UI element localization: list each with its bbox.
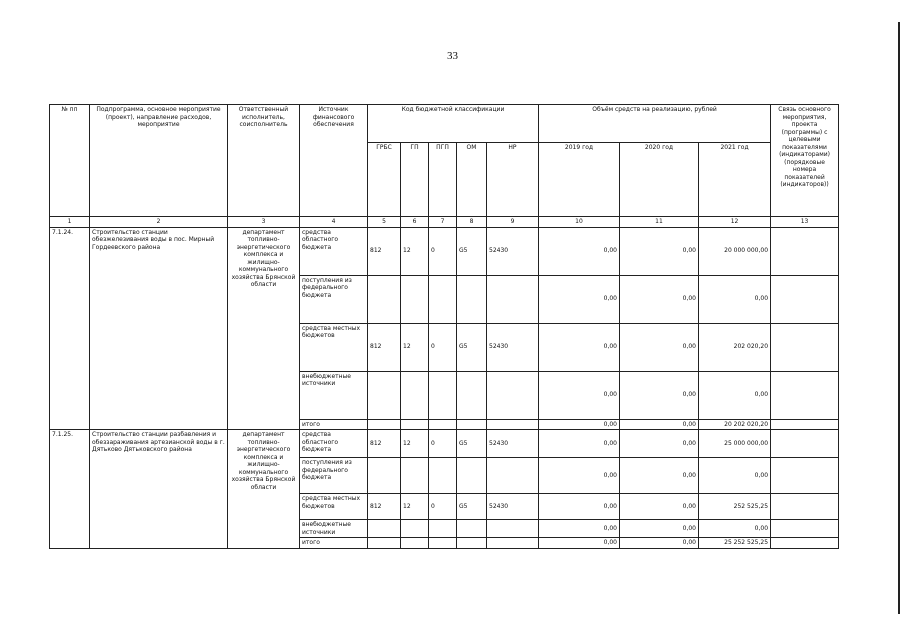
header-indicators: Связь основного мероприятия, проекта (программы) с целевыми показателями (индикаторами) (порядковые номера показателей (индикаторов)) [771, 105, 839, 217]
col-number: 13 [771, 217, 839, 228]
amount-2020: 0,00 [620, 227, 699, 275]
code-nr [487, 458, 539, 494]
code-grbs [368, 520, 401, 538]
amount-2019: 0,00 [539, 494, 620, 520]
code-om [457, 275, 487, 323]
code-gp [401, 275, 429, 323]
amount-2020: 0,00 [620, 275, 699, 323]
header-num: № пп [50, 105, 90, 217]
col-number: 9 [487, 217, 539, 228]
code-om: G5 [457, 227, 487, 275]
amount-2020: 0,00 [620, 323, 699, 371]
amount-2019: 0,00 [539, 430, 620, 458]
amount-2019: 0,00 [539, 458, 620, 494]
page-number: 33 [447, 50, 458, 62]
code-om: G5 [457, 430, 487, 458]
header-executor: Ответственный исполнитель, соисполнитель [228, 105, 300, 217]
header-pgp: ПГП [429, 143, 457, 217]
col-number: 12 [699, 217, 771, 228]
header-bcc: Код бюджетной классификации [368, 105, 539, 143]
amount-2019: 0,00 [539, 371, 620, 419]
code-nr [487, 275, 539, 323]
header-year-2020: 2020 год [620, 143, 699, 217]
source-regional-budget: средства областного бюджета [300, 430, 368, 458]
code-om [457, 371, 487, 419]
header-volume: Объём средств на реализацию, рублей [539, 105, 771, 143]
code-om: G5 [457, 494, 487, 520]
code-pgp: 0 [429, 494, 457, 520]
code-grbs [368, 458, 401, 494]
code-om [457, 458, 487, 494]
code-nr: 52430 [487, 494, 539, 520]
code-empty [429, 538, 457, 549]
indicator-cell [771, 520, 839, 538]
col-number: 6 [401, 217, 429, 228]
code-nr [487, 520, 539, 538]
code-pgp [429, 520, 457, 538]
code-nr: 52430 [487, 227, 539, 275]
code-grbs: 812 [368, 430, 401, 458]
col-number: 2 [90, 217, 228, 228]
source-extrabudgetary: внебюджетные источники [300, 520, 368, 538]
code-grbs: 812 [368, 323, 401, 371]
total-2021: 20 202 020,20 [699, 419, 771, 430]
code-pgp [429, 371, 457, 419]
total-2020: 0,00 [620, 419, 699, 430]
item-number: 7.1.25. [50, 430, 90, 549]
header-gp: ГП [401, 143, 429, 217]
header-om: ОМ [457, 143, 487, 217]
code-om: G5 [457, 323, 487, 371]
total-label: итого [300, 419, 368, 430]
amount-2021: 0,00 [699, 520, 771, 538]
header-grbs: ГРБС [368, 143, 401, 217]
amount-2020: 0,00 [620, 371, 699, 419]
code-empty [429, 419, 457, 430]
code-pgp [429, 458, 457, 494]
amount-2021: 0,00 [699, 458, 771, 494]
amount-2021: 252 525,25 [699, 494, 771, 520]
header-year-2019: 2019 год [539, 143, 620, 217]
col-number: 4 [300, 217, 368, 228]
budget-table [49, 104, 839, 549]
header-row-1 [50, 105, 839, 143]
source-federal-budget: поступления из федерального бюджета [300, 275, 368, 323]
code-nr: 52430 [487, 430, 539, 458]
source-extrabudgetary: внебюджетные источники [300, 371, 368, 419]
header-nr: НР [487, 143, 539, 217]
amount-2021: 20 000 000,00 [699, 227, 771, 275]
code-pgp [429, 275, 457, 323]
code-nr: 52430 [487, 323, 539, 371]
source-federal-budget: поступления из федерального бюджета [300, 458, 368, 494]
code-gp: 12 [401, 323, 429, 371]
amount-2020: 0,00 [620, 520, 699, 538]
amount-2021: 25 000 000,00 [699, 430, 771, 458]
code-pgp: 0 [429, 323, 457, 371]
code-gp: 12 [401, 227, 429, 275]
amount-2021: 0,00 [699, 371, 771, 419]
code-empty [401, 538, 429, 549]
col-number: 3 [228, 217, 300, 228]
code-om [457, 520, 487, 538]
code-pgp: 0 [429, 430, 457, 458]
amount-2020: 0,00 [620, 458, 699, 494]
total-label: итого [300, 538, 368, 549]
amount-2019: 0,00 [539, 227, 620, 275]
item-name: Строительство станции разбавления и обеззараживания артезианской воды в г. Дятьково Дятьковского района [90, 430, 228, 549]
code-grbs [368, 371, 401, 419]
indicator-cell [771, 494, 839, 520]
item-executor: департамент топливно-энергетического комплекса и жилищно-коммунального хозяйства Брянской области [228, 227, 300, 430]
indicator-cell [771, 371, 839, 419]
item-name: Строительство станции обезжелезивания воды в пос. Мирный Гордеевского района [90, 227, 228, 430]
code-gp [401, 520, 429, 538]
code-gp [401, 458, 429, 494]
amount-2021: 202 020,20 [699, 323, 771, 371]
source-regional-budget: средства областного бюджета [300, 227, 368, 275]
column-numbers-row [50, 217, 839, 228]
col-number: 8 [457, 217, 487, 228]
indicator-cell [771, 458, 839, 494]
code-grbs [368, 275, 401, 323]
total-2021: 25 252 525,25 [699, 538, 771, 549]
code-empty [368, 419, 401, 430]
code-gp [401, 371, 429, 419]
col-number: 7 [429, 217, 457, 228]
code-gp: 12 [401, 494, 429, 520]
code-empty [457, 419, 487, 430]
code-grbs: 812 [368, 494, 401, 520]
total-2019: 0,00 [539, 538, 620, 549]
col-number: 10 [539, 217, 620, 228]
total-2020: 0,00 [620, 538, 699, 549]
code-nr [487, 371, 539, 419]
indicator-cell [771, 227, 839, 275]
col-number: 11 [620, 217, 699, 228]
amount-2021: 0,00 [699, 275, 771, 323]
indicator-cell [771, 419, 839, 430]
code-grbs: 812 [368, 227, 401, 275]
code-empty [487, 538, 539, 549]
amount-2020: 0,00 [620, 494, 699, 520]
table-row [50, 227, 839, 275]
item-executor: департамент топливно-энергетического комплекса и жилищно-коммунального хозяйства Брянской области [228, 430, 300, 549]
col-number: 5 [368, 217, 401, 228]
code-empty [401, 419, 429, 430]
header-name: Подпрограмма, основное мероприятие (проект), направление расходов, мероприятие [90, 105, 228, 217]
code-gp: 12 [401, 430, 429, 458]
header-year-2021: 2021 год [699, 143, 771, 217]
code-empty [487, 419, 539, 430]
indicator-cell [771, 430, 839, 458]
code-empty [368, 538, 401, 549]
table-row [50, 430, 839, 458]
indicator-cell [771, 323, 839, 371]
amount-2019: 0,00 [539, 323, 620, 371]
header-source: Источник финансового обеспечения [300, 105, 368, 217]
code-pgp: 0 [429, 227, 457, 275]
amount-2019: 0,00 [539, 520, 620, 538]
amount-2019: 0,00 [539, 275, 620, 323]
code-empty [457, 538, 487, 549]
indicator-cell [771, 275, 839, 323]
indicator-cell [771, 538, 839, 549]
source-local-budget: средства местных бюджетов [300, 323, 368, 371]
total-2019: 0,00 [539, 419, 620, 430]
item-number: 7.1.24. [50, 227, 90, 430]
source-local-budget: средства местных бюджетов [300, 494, 368, 520]
scan-edge-line [898, 22, 900, 614]
amount-2020: 0,00 [620, 430, 699, 458]
col-number: 1 [50, 217, 90, 228]
